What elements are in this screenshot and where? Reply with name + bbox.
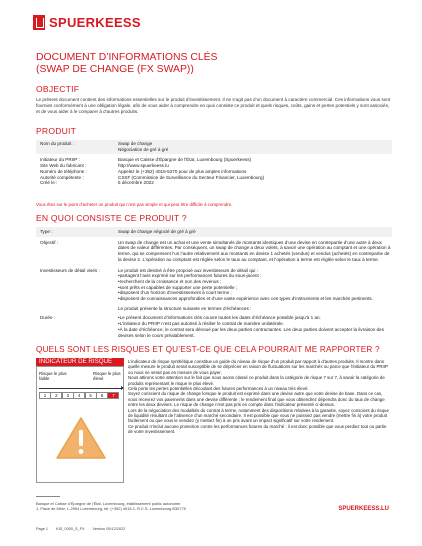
produit-details-block [36,154,392,187]
produit-row: Nom du produit : Swap de change [40,141,153,146]
logo-text: SPUERKEESS [49,15,141,30]
structure-intro: Le produit présente la structure suivante en termes d’échéances : [118,305,252,311]
risk-arrow-icon [39,388,123,389]
consiste-table [36,227,392,340]
produit-row: Négociation de gré à gré [118,146,169,152]
investisseurs-row: Investisseurs de détail visés : Le produit est destiné à être proposé aux investisseurs de détail qui : •partagent l’avis exprimé sur les performances futures du sous-jacent ; •recherchent de la croissance et non des revenus ; •sont prêts et capables de supporter une perte potentielle ; •disposent d’un horizon d’investissement à court terme ; •disposent de connaissances approfondies et d’une vaste expérience avec ces types d’instruments et les marchés pertinents. Le produit présente la structure suivante en termes d’échéances : [36,265,392,314]
risk-paragraph: L’indicateur de risque synthétique constitue un guide du niveau de risque d’un produit par rapport à d’autres produits. Il montre dans quelle mesure le produit serait susceptible de se déprécier en raison de fluctuations sur les marchés ou parce que l’initiateur du PRIIP ou nous ne serait pas en mesure de vous payer. [128,359,388,375]
risk-level: 6 [96,392,108,399]
produit-name-block [36,140,392,154]
risk-level: 4 [73,392,85,399]
risk-level: 3 [62,392,74,399]
type-row: Type : Swap de change négocié de gré à gré [36,227,392,237]
produit-row: Créé le : 5 décembre 2022 [40,180,154,186]
risk-level: 7 [107,392,119,399]
complexity-warning: Vous êtes sur le point d’acheter un produit qui n’est pas simple et qui peut être difficile à comprendre. [36,202,233,207]
bank-logo-icon [33,15,45,30]
investisseurs-bullet: •disposent de connaissances approfondies et d’une vaste expérience avec ces types d’instruments et les marchés pertinents. [118,296,373,302]
page-number: Page 1 [36,527,49,531]
spuerkeess-logo [33,15,141,30]
risk-level: 2 [50,392,62,399]
duree-row: Durée : •Le présent document d’informations clés couvre toutes les dates d’échéance possible jusqu’à 1 an. •L’initiateur du PRIIP n’est pas autorisé à résilier le contrat de manière unilatérale. •À la date d’échéance, le contrat sera dénoué par les deux parties contractantes. Les deux parties doivent accepter la livraison des devises selon le cours préalablement. [36,313,392,340]
document-title [36,52,396,76]
produit-row: Site Web du fabricant : http://www.spuerkeess.lu [36,163,392,169]
title-line-2: (SWAP DE CHANGE (FX SWAP)) [36,64,194,75]
document-ref: KID_0000_S_FX [56,527,85,531]
investisseurs-bullet: •partagent l’avis exprimé sur les performances futures du sous-jacent ; [118,273,262,279]
risk-paragraph: Ce produit n’inclut aucune protection contre les performances futures du marché : il est donc possible que vous perdiez tout ou partie de votre investissement. [128,423,387,435]
investisseurs-bullet: •recherchent de la croissance et non des revenus ; [118,278,222,284]
website-link[interactable]: http://www.spuerkeess.lu [118,162,169,168]
produit-row: Numéro de téléphone : Appelez le (+352) 4015-5270 pour de plus amples informations [40,168,247,174]
title-line-1: DOCUMENT D’INFORMATIONS CLÉS [36,52,218,63]
footer-brand-link[interactable]: SPUERKEESS.LU [338,506,389,512]
risk-paragraph: Cela porte les pertes potentielles découlant des futures performances à un niveau très élevé. [128,386,309,392]
document-version: Version 05/12/2022 [92,527,126,531]
objectif-heading: OBJECTIF [36,84,80,94]
risk-level: 1 [39,392,51,399]
investisseurs-bullet: •sont prêts et capables de supporter une perte potentielle ; [118,284,238,290]
footer-meta [36,527,125,531]
low-risk-label: Risque le plus faible [39,371,67,382]
duree-bullet: •À la date d’échéance, le contrat sera dénoué par les deux parties contractantes. Les deux parties doivent accepter la livraison des devises selon le cours préalablement. [118,326,384,338]
footer-address: Banque et Caisse d’Épargne de l’État, Luxembourg, établissement public autonome 1, Place de Metz, L-2954 Luxembourg, tél. (+352) 4015-1, R.C.S. Luxembourg B30775 [36,501,186,511]
risk-scale [39,392,119,399]
produit-table [36,140,392,186]
risk-paragraph: Nous attirons votre attention sur le fait que nous avons classé ce produit dans la catégorie de risque 7 sur 7, à savoir la catégorie de produits représentant le risque le plus élevé. [128,375,385,386]
warning-triangle-icon [55,415,107,461]
duree-bullet: •L’initiateur du PRIIP n’est pas autorisé à résilier le contrat de manière unilatérale. [118,321,284,327]
risk-level: 5 [85,392,97,399]
produit-heading: PRODUIT [36,126,77,136]
risk-paragraph: Soyez conscient du risque de change lorsque le produit est exprimé dans une devise autre que votre devise de base. Dans ce cas, vous recevrez vos paiements dans une devise différente ; le rendement final que vous obtiendrez dépendra donc du taux de change entre les deux devises. Le risque de change n’est pas pris en compte dans l’indicateur présenté ci-dessus. [128,391,385,408]
footer-divider [36,496,60,497]
risk-indicator-title: INDICATEUR DE RISQUE [36,358,124,366]
risk-description [128,359,392,435]
risk-paragraph: Lors de la négociation des modalités du contrat à terme, notamment des dispositions relatives à la garantie, soyez conscient du risque de liquidité résultant de l’absence d’un marché secondaire. Il est possible que vous ne puissiez pas vendre (mettre fin à) votre produit facilement ou que vous le vendiez (y mettiez fin) à un prix avant un impact significatif sur votre rendement. [128,407,389,424]
duree-bullet: •Le présent document d’informations clés couvre toutes les dates d’échéance possible jusqu’à 1 an. [118,315,321,321]
produit-row: Autorité compétente : CSSF (Commission de Surveillance du Secteur Financier, Luxembourg) [40,174,265,180]
investisseurs-intro: Le produit est destiné à être proposé aux investisseurs de détail qui : [118,267,258,273]
produit-row: Initiateur du PRIIP : Banque et Caisse d’Épargne de l’État, Luxembourg (Spuerkeess) [40,156,252,162]
risques-heading: QUELS SONT LES RISQUES ET QU’EST-CE QUE CELA POURRAIT ME RAPPORTER ? [36,345,380,354]
high-risk-label: Risque le plus élevé [93,371,121,382]
risk-indicator-box [36,366,124,483]
objectif-text: Le présent document contient des informations essentielles sur le produit d’investissement. Il ne s’agit pas d’un document à caractère commercial. Ces informations vous sont fournies conformément à une obligation légale, afin de vous aider à comprendre en quoi consiste ce produit et quels risques, coûts, gains et pertes potentiels y sont associés, et de vous aider à le comparer à d’autres produits. [36,97,391,114]
investisseurs-bullet: •disposent d’un horizon d’investissement à court terme ; [118,290,232,296]
objectif-row: Objectif : Un swap de change est un achat et une vente simultanés de montants identiques d’une devise en contrepartie d’une autre à deux dates de valeur différentes. Par conséquent, un swap de change a deux volets, à savoir une opération au comptant et une opération à terme, qui se compensent l’un l’autre relativement aux montants en devise 1 achetés (vendus) et vendus (achetés) en contrepartie de la devise 2. L’opération au comptant est réglée selon le taux au comptant, et l’opération à terme est réglée selon le taux à terme. [40,239,391,262]
consiste-heading: EN QUOI CONSISTE CE PRODUIT ? [36,213,187,223]
